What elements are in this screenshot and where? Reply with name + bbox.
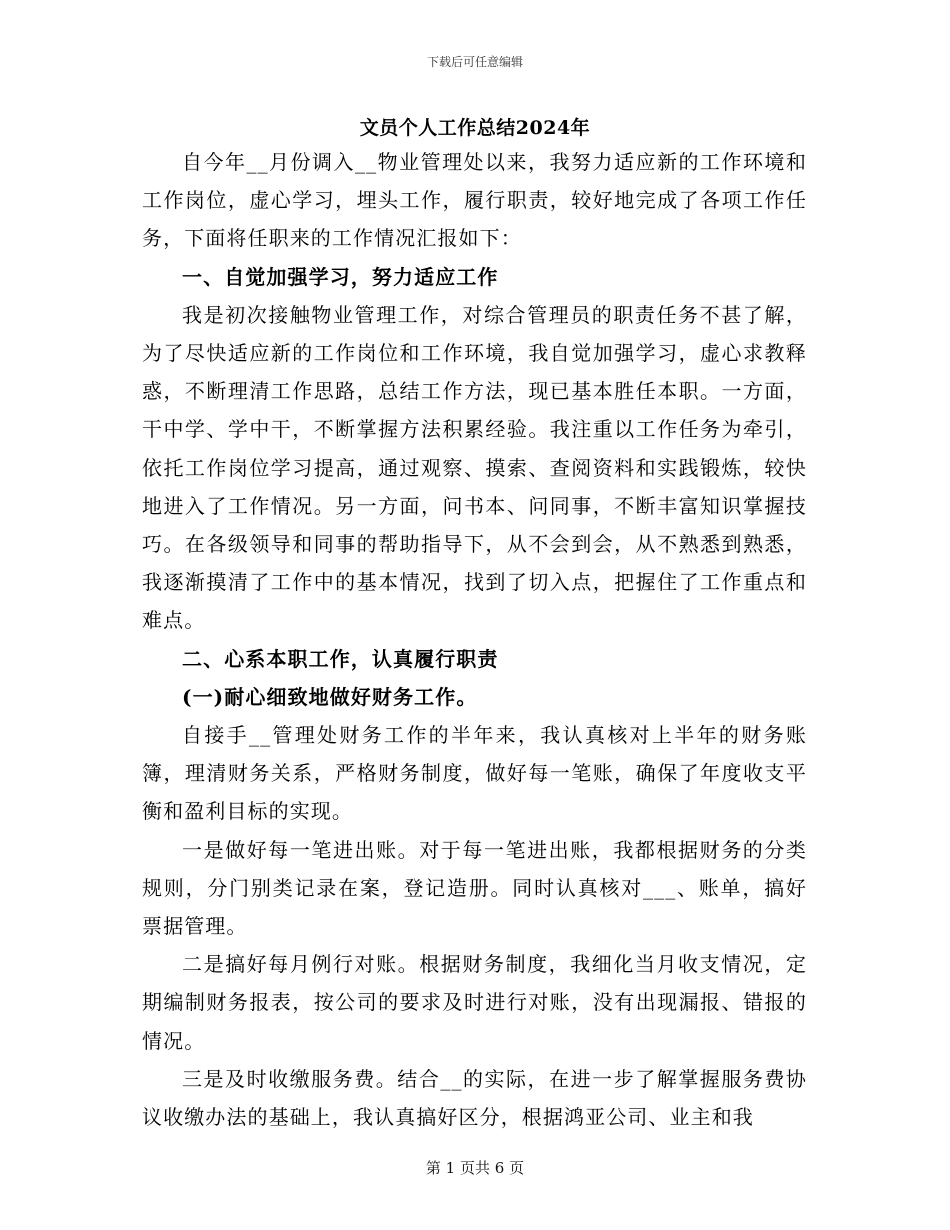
body-paragraph: 我是初次接触物业管理工作，对综合管理员的职责任务不甚了解，为了尽快适应新的工作岗位和工作环境，我自觉加强学习，虚心求教释惑，不断理清工作思路，总结工作方法，现已基本胜任本职。一方面，干中学、学中干，不断掌握方法积累经验。我注重以工作任务为牵引，依托工作岗位学习提高，通过观察、摸索、查阅资料和实践锻炼，较快地进入了工作情况。另一方面，问书本、问同事，不断丰富知识掌握技巧。在各级领导和同事的帮助指导下，从不会到会，从不熟悉到熟悉，我逐渐摸清了工作中的基本情况，找到了切入点，把握住了工作重点和难点。 xyxy=(142,302,807,633)
body-paragraph: 一是做好每一笔进出账。对于每一笔进出账，我都根据财务的分类规则，分门别类记录在案，登记造册。同时认真核对___、账单，搞好票据管理。 xyxy=(142,837,807,939)
body-paragraph: 二是搞好每月例行对账。根据财务制度，我细化当月收支情况，定期编制财务报表，按公司的要求及时进行对账，没有出现漏报、错报的情况。 xyxy=(142,952,807,1053)
intro-paragraph: 自今年__月份调入__物业管理处以来，我努力适应新的工作环境和工作岗位，虚心学习，埋头工作，履行职责，较好地完成了各项工作任务，下面将任职来的工作情况汇报如下： xyxy=(142,150,807,251)
body-paragraph: 自接手__管理处财务工作的半年来，我认真核对上半年的财务账簿，理清财务关系，严格财务制度，做好每一笔账，确保了年度收支平衡和盈利目标的实现。 xyxy=(142,723,807,824)
section-heading-1: 一、自觉加强学习，努力适应工作 xyxy=(182,264,499,289)
document-body xyxy=(142,143,807,1136)
body-paragraph: 三是及时收缴服务费。结合__的实际，在进一步了解掌握服务费协议收缴办法的基础上，我认真搞好区分，根据鸿亚公司、业主和我 xyxy=(142,1066,807,1130)
subsection-heading-1: (一)耐心细致地做好财务工作。 xyxy=(182,684,478,709)
page-footer: 第 1 页共 6 页 xyxy=(425,1159,525,1177)
document-title: 文员个人工作总结2024年 xyxy=(359,117,591,139)
section-heading-2: 二、心系本职工作，认真履行职责 xyxy=(182,646,499,671)
page-header: 下载后可任意编辑 xyxy=(426,55,523,69)
